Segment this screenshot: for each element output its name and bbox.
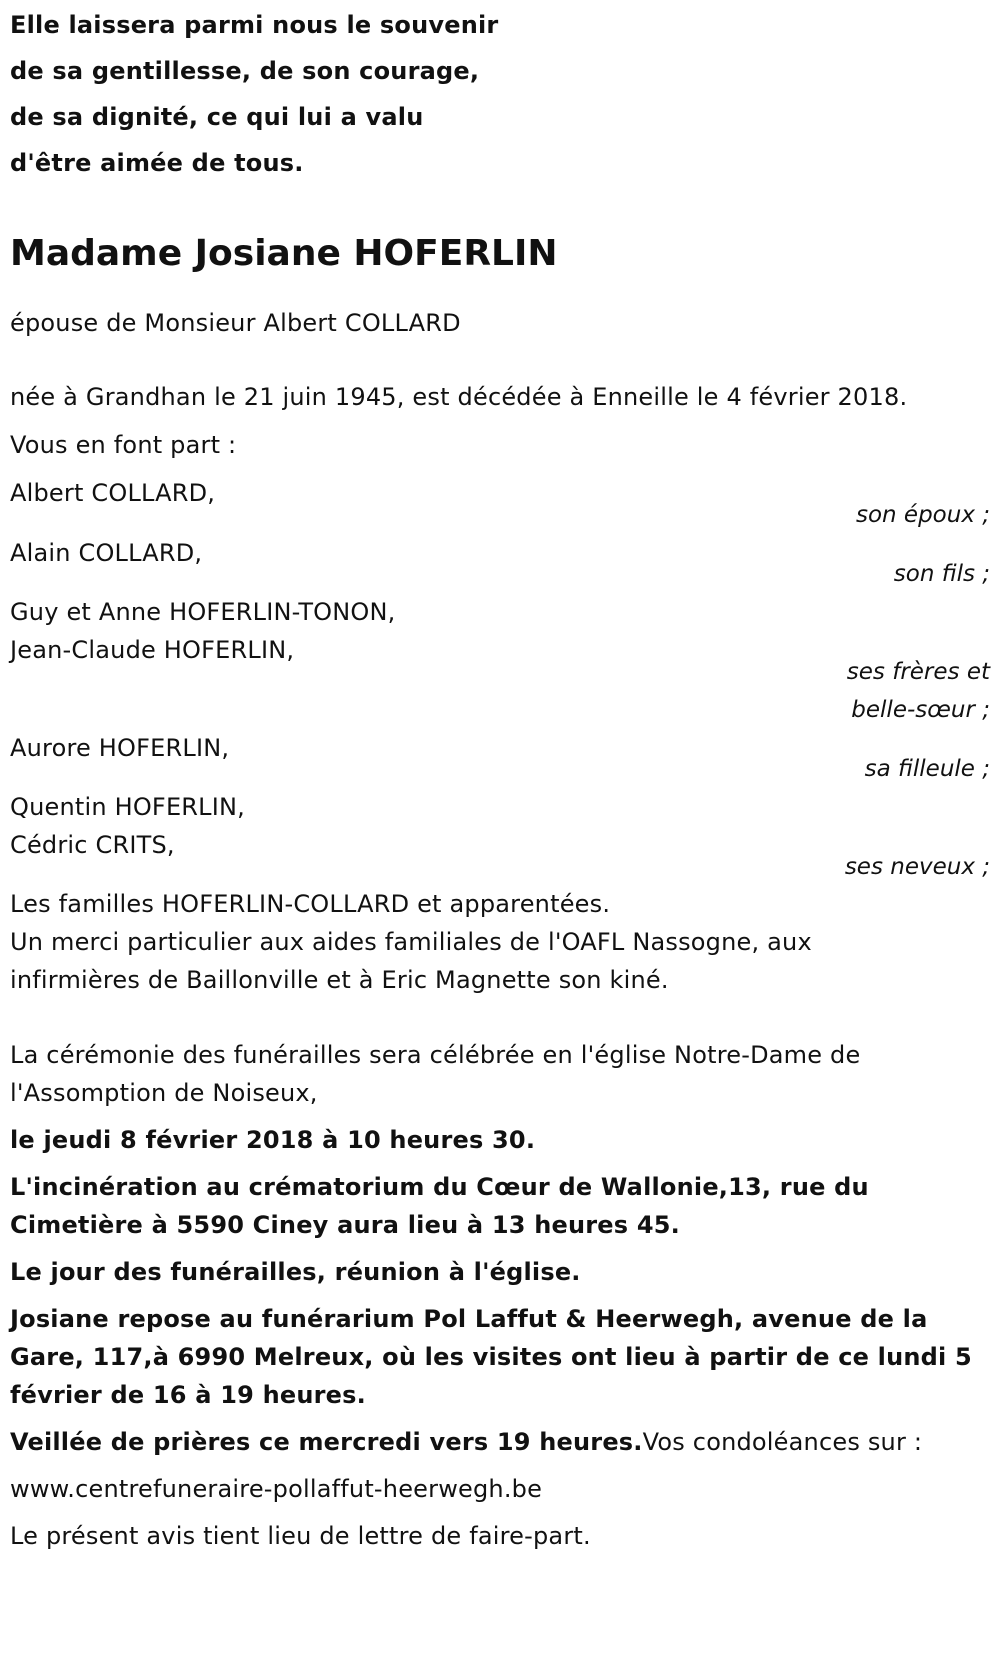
family-name-jean-claude: Jean-Claude HOFERLIN, [10, 636, 295, 664]
repose-line-2: Gare, 117,à 6990 Melreux, où les visites ont lieu à partir de ce lundi 5 [10, 1343, 972, 1371]
ceremony-line-2: l'Assomption de Noiseux, [10, 1079, 318, 1107]
vigil-condolences-line [10, 1423, 922, 1461]
reunion-line: Le jour des funérailles, réunion à l'église. [10, 1258, 581, 1286]
family-name-guy-anne: Guy et Anne HOFERLIN-TONON, [10, 598, 396, 626]
ceremony-date: le jeudi 8 février 2018 à 10 heures 30. [10, 1126, 536, 1154]
repose-line-3: février de 16 à 19 heures. [10, 1381, 366, 1409]
repose-line-1: Josiane repose au funérarium Pol Laffut & Heerwegh, avenue de la [10, 1305, 928, 1333]
incineration-line-2: Cimetière à 5590 Ciney aura lieu à 13 heures 45. [10, 1211, 680, 1239]
families-line: Les familles HOFERLIN-COLLARD et apparentées. [10, 890, 611, 918]
family-relation-son: son fils ; [893, 561, 990, 587]
family-relation-goddaughter: sa filleule ; [864, 756, 990, 782]
condolences-text: Vos condoléances sur : [642, 1428, 923, 1456]
family-name-albert: Albert COLLARD, [10, 479, 216, 507]
spouse-line: épouse de Monsieur Albert COLLARD [10, 309, 461, 337]
thanks-line-2: infirmières de Baillonville et à Eric Magnette son kiné. [10, 966, 669, 994]
vigil-text: Veillée de prières ce mercredi vers 19 heures. [10, 1428, 643, 1456]
website-link[interactable]: www.centrefuneraire-pollaffut-heerwegh.be [10, 1475, 543, 1503]
family-name-cedric: Cédric CRITS, [10, 831, 175, 859]
family-relation-siblings-2: belle-sœur ; [851, 697, 990, 723]
announcement-intro: Vous en font part : [10, 431, 237, 459]
deceased-name: Madame Josiane HOFERLIN [10, 233, 558, 274]
family-name-aurore: Aurore HOFERLIN, [10, 734, 230, 762]
poem-line-2: de sa gentillesse, de son courage, [10, 57, 480, 85]
ceremony-line-1: La cérémonie des funérailles sera célébrée en l'église Notre-Dame de [10, 1041, 861, 1069]
family-name-quentin: Quentin HOFERLIN, [10, 793, 246, 821]
family-relation-siblings-1: ses frères et [846, 659, 990, 685]
closing-line: Le présent avis tient lieu de lettre de faire-part. [10, 1522, 591, 1550]
poem-line-4: d'être aimée de tous. [10, 149, 304, 177]
birth-death-line: née à Grandhan le 21 juin 1945, est décédée à Enneille le 4 février 2018. [10, 383, 908, 411]
thanks-line-1: Un merci particulier aux aides familiales de l'OAFL Nassogne, aux [10, 928, 812, 956]
poem-line-3: de sa dignité, ce qui lui a valu [10, 103, 424, 131]
incineration-line-1: L'incinération au crématorium du Cœur de Wallonie,13, rue du [10, 1173, 869, 1201]
family-relation-spouse: son époux ; [855, 502, 990, 528]
family-relation-nephews: ses neveux ; [844, 854, 990, 880]
poem-line-1: Elle laissera parmi nous le souvenir [10, 11, 499, 39]
family-name-alain: Alain COLLARD, [10, 539, 203, 567]
